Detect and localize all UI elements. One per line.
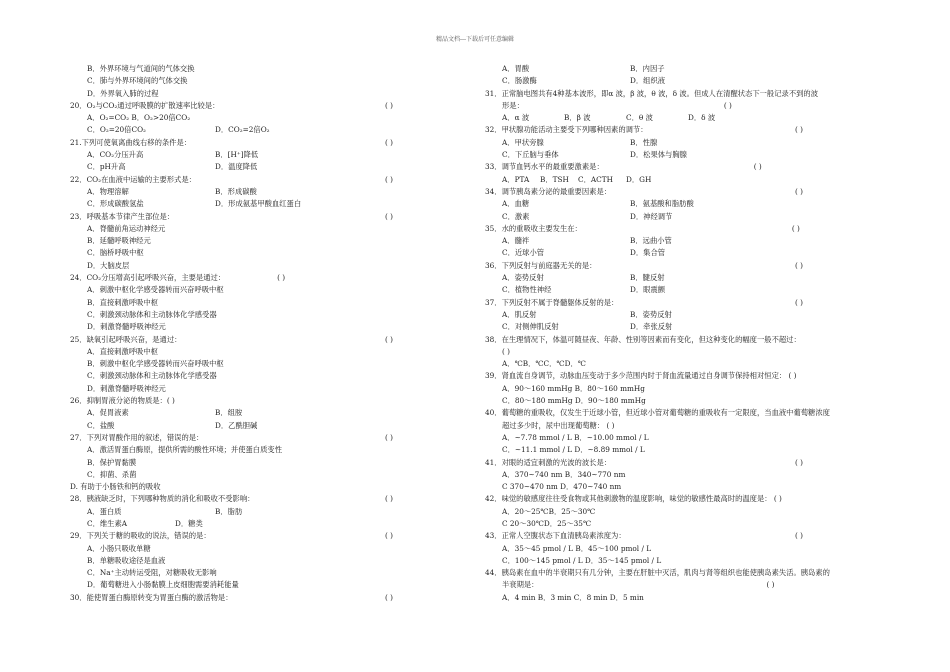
option-text: D．葡萄糖进入小肠黏膜上皮细胞需要消耗能量: [87, 580, 239, 590]
answer-blank: ( ): [385, 432, 394, 442]
option-text: A．小肠只吸收单糖: [87, 543, 151, 553]
option-text: A．370~740 nm B．340~770 nm: [502, 469, 626, 479]
option-line: [485, 383, 815, 395]
option-line: [70, 63, 400, 75]
question-line: [70, 174, 400, 186]
question-text: 22．CO₂在血液中运输的主要形式是：: [70, 174, 196, 184]
option-text: C．~11.1 mmol / L D．~8.89 mmol / L: [502, 445, 645, 455]
option-line: [485, 63, 815, 75]
option-text: C．刺激颈动脉体和主动脉体化学感受器: [87, 371, 217, 381]
option-line: [70, 346, 400, 358]
option-line: [485, 211, 815, 223]
option-line: [485, 321, 815, 333]
option-b: D．形成氨基甲酸血红蛋白: [215, 199, 302, 209]
left-column: [70, 63, 400, 604]
question-line: [485, 223, 815, 235]
question-line: [485, 260, 815, 272]
answer-blank: ( ): [385, 211, 394, 221]
answer-blank: ( ): [795, 260, 804, 270]
option-text: C．抑菌、杀菌: [87, 469, 137, 479]
option-line: [485, 432, 815, 444]
answer-blank: ( ): [795, 297, 804, 307]
question-text: 21.下列可使氧离曲线右移的条件是：: [70, 137, 192, 147]
answer-blank: ( ): [385, 137, 394, 147]
option-a: C．近球小管: [502, 248, 545, 258]
answer-blank: ( ): [791, 223, 800, 233]
answer-blank: ( ): [766, 580, 775, 590]
option-line: [70, 420, 400, 432]
option-line: [70, 235, 400, 247]
option-b: B．氨基酸和脂肪酸: [630, 199, 694, 209]
option-line: [70, 260, 400, 272]
question-text: 25．缺氧引起呼吸兴奋，是通过：: [70, 334, 182, 344]
option-line: [485, 555, 815, 567]
option-text: B．刺激中枢化学感受器转而兴奋呼吸中枢: [87, 359, 224, 369]
option-line: [485, 235, 815, 247]
question-text: 28．胰液缺乏时，下列哪种物质的消化和吸收不受影响：: [70, 494, 255, 504]
option-text: D．大脑皮层: [87, 260, 130, 270]
option-b: D．松果体与胸腺: [630, 150, 687, 160]
option-line: [485, 272, 815, 284]
option-text: A．刺激中枢化学感受器转而兴奋呼吸中枢: [87, 285, 224, 295]
question-text: 43．正常人空腹状态下血清胰岛素浓度为：: [485, 531, 626, 541]
option-text: A．35～45 pmol / L B．45～100 pmol / L: [502, 543, 652, 553]
option-text: C．80～180 mmHg D．90～180 mmHg: [502, 396, 646, 406]
option-a: C．pH升高: [87, 162, 126, 172]
option-text: A．4 min B．3 min C．8 min D．5 min: [502, 592, 644, 602]
option-c: C．θ 波: [626, 113, 653, 123]
option-b: D．神经调节: [630, 211, 673, 221]
question-line: [70, 395, 400, 407]
option-a: C．激素: [502, 211, 530, 221]
option-line: [70, 444, 400, 456]
option-text: 超过多少时，尿中出现葡萄糖： ( ): [502, 420, 615, 430]
option-text: C．刺激颈动脉体和主动脉体化学感受器: [87, 309, 217, 319]
option-line: [70, 112, 400, 124]
question-text: 42．味觉的敏感度往往受食物或其他刺激物的温度影响，味觉的敏感性最高时的温度是： ( ): [485, 494, 782, 504]
question-line: [485, 124, 815, 136]
question-text: 30．能使胃蛋白酶原转变为胃蛋白酶的激活物是：: [70, 592, 233, 602]
option-line: [485, 346, 815, 358]
option-line: [70, 247, 400, 259]
question-text: 32．甲状腺功能活动主要受下列哪种因素的调节：: [485, 125, 648, 135]
option-text: C 370~470 nm D．470~740 nm: [502, 482, 622, 492]
option-line: [70, 297, 400, 309]
option-a: C．对侧伸肌反射: [502, 322, 559, 332]
option-a: A．蛋白质: [87, 506, 122, 516]
option-b: B．腱反射: [630, 273, 665, 283]
answer-blank: ( ): [277, 273, 286, 283]
option-line: [485, 543, 815, 555]
answer-blank: ( ): [723, 100, 732, 110]
question-line: [485, 407, 830, 419]
option-line: [70, 506, 400, 518]
answer-blank: ( ): [385, 334, 394, 344]
question-line: [70, 334, 400, 346]
option-line: [70, 457, 400, 469]
option-line: [70, 481, 400, 493]
page-header: 精品文档---下载后可任意编辑: [435, 36, 515, 43]
option-text: C．脑桥呼吸中枢: [87, 248, 144, 258]
option-text: A．激活胃蛋白酶原，提供所需的酸性环境；并使蛋白质变性: [87, 445, 282, 455]
option-b: D．集合管: [630, 248, 666, 258]
option-line: [485, 592, 815, 604]
question-line: [70, 592, 400, 604]
option-line: [70, 186, 400, 198]
answer-blank: ( ): [385, 531, 394, 541]
option-line: [70, 161, 400, 173]
question-text: 38．在生理情况下，体温可随昼夜、年龄、性别等因素而有变化，但这种变化的幅度一般不超过：: [485, 334, 801, 344]
answer-blank: ( ): [795, 531, 804, 541]
question-text: 半衰期是：: [502, 580, 539, 590]
question-line: [70, 272, 400, 284]
option-line: [485, 469, 815, 481]
option-b: B．脂肪: [215, 506, 243, 516]
question-line: [70, 137, 400, 149]
option-line: [485, 358, 815, 370]
option-line: [485, 174, 815, 186]
option-line: [70, 383, 400, 395]
answer-blank: ( ): [385, 494, 394, 504]
option-a: A．α 波: [502, 113, 530, 123]
option-line: [70, 284, 400, 296]
right-column: [485, 63, 830, 604]
question-line: [485, 334, 815, 346]
option-text: A．~7.78 mmol / L B．~10.00 mmol / L: [502, 432, 649, 442]
option-text: A．O₂=CO₂ B．O₂>20倍CO₂: [87, 113, 191, 123]
option-b: D．温度降低: [215, 162, 258, 172]
option-line: [485, 444, 815, 456]
option-line: [70, 88, 400, 100]
question-line: [485, 493, 815, 505]
option-line: [70, 309, 400, 321]
option-a: A．髓袢: [502, 236, 530, 246]
option-text: C．100～145 pmol / L D．35～145 pmol / L: [502, 555, 662, 565]
option-a: A．血糖: [502, 199, 530, 209]
option-line: [70, 321, 400, 333]
option-line: [70, 407, 400, 419]
option-line: [485, 137, 815, 149]
option-a: C．肠激酶: [502, 76, 537, 86]
option-line: [70, 370, 400, 382]
option-line: [485, 309, 815, 321]
option-line: [485, 75, 815, 87]
option-line: [70, 469, 400, 481]
question-text: 44．胰岛素在血中的半衰期只有几分钟，主要在肝脏中灭活，肌肉与肾等组织也能使胰岛素失活。胰岛素的: [485, 568, 830, 578]
option-b: D．组织液: [630, 76, 666, 86]
question-line: [485, 530, 815, 542]
question-line: [485, 161, 815, 173]
option-line: [70, 543, 400, 555]
option-a: C．植物性神经: [502, 285, 552, 295]
option-line: [70, 567, 400, 579]
option-b: B．β 波: [564, 113, 591, 123]
question-text: 35．水的重吸收主要发生在：: [485, 223, 582, 233]
option-b: D．乙酰胆碱: [215, 420, 258, 430]
option-a: A．甲状旁腺: [502, 137, 544, 147]
option-b: D．CO₂=2倍O₂: [215, 125, 270, 135]
answer-blank: ( ): [795, 186, 804, 196]
question-line: [485, 567, 830, 579]
answer-blank: ( ): [385, 100, 394, 110]
option-b: B．[H⁺]降低: [215, 150, 259, 160]
option-line: [70, 555, 400, 567]
option-a: C．盐酸: [87, 420, 115, 430]
question-line: [485, 297, 815, 309]
question-text: 27．下列对胃酸作用的叙述，错误的是：: [70, 432, 204, 442]
question-text: 37．下列反射不属于脊髓躯体反射的是：: [485, 297, 619, 307]
option-b: B．TSH: [540, 174, 569, 184]
option-a: A．物理溶解: [87, 186, 129, 196]
option-line: [70, 124, 400, 136]
question-text: 31．正常脑电图共有4种基本波形，即α 波，β 波，θ 波，δ 波。但成人在清醒状态下一般记录不到的波: [485, 88, 819, 98]
option-b: B．性腺: [630, 137, 658, 147]
option-text: C．Na⁺主动转运受阻，对糖吸收无影响: [87, 568, 217, 578]
question-line: [485, 100, 815, 112]
option-text: D．刺激脊髓呼吸神经元: [87, 322, 166, 332]
option-text: ( ): [502, 346, 511, 356]
question-text: 40．葡萄糖的重吸收，仅发生于近球小管，但近球小管对葡萄糖的重吸收有一定限度，当血液中葡萄糖浓度: [485, 408, 830, 418]
option-d: D．δ 波: [688, 113, 716, 123]
option-line: [485, 395, 815, 407]
option-a: C．O₂=20倍CO₂: [87, 125, 146, 135]
option-a: A．姿势反射: [502, 273, 544, 283]
option-line: [70, 579, 400, 591]
question-text: 26．抑制胃液分泌的物质是：( ): [70, 396, 175, 406]
option-a: C．下丘脑与垂体: [502, 150, 559, 160]
question-text: 34．调节胰岛素分泌的最重要因素是：: [485, 186, 612, 196]
option-line: [70, 198, 400, 210]
question-text: 24．CO₂分压增高引起呼吸兴奋，主要是通过：: [70, 273, 226, 283]
option-text: B．延髓呼吸神经元: [87, 236, 151, 246]
question-text: 23．呼吸基本节律产生部位是：: [70, 211, 175, 221]
answer-blank: ( ): [385, 592, 394, 602]
option-text: A．脊髓前角运动神经元: [87, 223, 166, 233]
option-a: A．肌反射: [502, 309, 537, 319]
option-line: [485, 149, 815, 161]
option-text: C．肺与外界环境间的气体交换: [87, 76, 188, 86]
option-line: [485, 112, 815, 124]
option-d: D．GH: [626, 174, 652, 184]
question-line: [485, 457, 815, 469]
question-line: [485, 186, 815, 198]
question-line: [70, 432, 400, 444]
option-c: C．ACTH: [578, 174, 613, 184]
question-text: 20．O₂与CO₂通过呼吸膜的扩散速率比较是：: [70, 100, 220, 110]
option-b: B．形成碳酸: [215, 186, 257, 196]
option-a: A．促胃液素: [87, 408, 129, 418]
option-line: [485, 284, 815, 296]
option-line: [485, 506, 815, 518]
option-line: [70, 518, 400, 530]
option-text: B．外界环境与气道间的气体交换: [87, 64, 195, 73]
question-text: 36．下列反射与前庭器无关的是：: [485, 260, 597, 270]
option-text: B．保护胃黏膜: [87, 457, 137, 467]
answer-blank: ( ): [795, 125, 804, 135]
option-b: D．糖类: [175, 518, 203, 528]
option-line: [70, 149, 400, 161]
option-a: A．胃酸: [502, 64, 530, 73]
option-line: [70, 75, 400, 87]
question-line: [70, 100, 400, 112]
option-text: B．直接刺激呼吸中枢: [87, 297, 159, 307]
option-line: [485, 247, 815, 259]
option-b: B．姿势反射: [630, 309, 672, 319]
option-text: A．90～160 mmHg B．80～160 mmHg: [502, 383, 645, 393]
question-line: [485, 88, 819, 100]
option-a: C．维生素A: [87, 518, 128, 528]
question-text: 29．下列关于糖的吸收的说法，错误的是：: [70, 531, 211, 541]
option-b: D．眼震颤: [630, 285, 666, 295]
answer-blank: ( ): [795, 457, 804, 467]
option-line: [485, 481, 815, 493]
option-line: [485, 518, 815, 530]
option-line: [485, 420, 815, 432]
answer-blank: ( ): [385, 174, 394, 184]
option-a: A．CO₂分压升高: [87, 150, 144, 160]
question-line: [70, 530, 400, 542]
question-text: 39．肾血流自身调节，动脉血压变动于多少范围内时于肾血流量通过自身调节保持相对恒定： ( ): [485, 371, 797, 381]
answer-blank: ( ): [753, 162, 762, 172]
question-line: [485, 579, 815, 591]
option-text: A．20～25℃B．25～30℃: [502, 506, 596, 516]
question-text: 41．对眼的适宜刺激的光波的波长是：: [485, 457, 612, 467]
option-text: D. 有助于小肠铁和钙的吸收: [70, 482, 161, 492]
option-line: [70, 358, 400, 370]
option-a: C．形成碳酸氢盐: [87, 199, 144, 209]
question-line: [70, 493, 400, 505]
option-text: C 20～30℃D．25～35℃: [502, 518, 592, 528]
option-a: A．PTA: [502, 174, 530, 184]
option-text: D．刺激脊髓呼吸神经元: [87, 383, 166, 393]
question-text: 形是：: [502, 100, 524, 110]
option-b: B．远曲小管: [630, 236, 672, 246]
option-b: B．内因子: [630, 64, 665, 73]
option-text: A．℃B．℃C．℃D．℃: [502, 359, 586, 369]
option-text: B．单糖吸收途径是血液: [87, 555, 166, 565]
option-text: D．外界氧入肺的过程: [87, 88, 159, 98]
option-b: B．组胺: [215, 408, 243, 418]
question-line: [70, 211, 400, 223]
option-line: [485, 198, 815, 210]
option-line: [70, 223, 400, 235]
question-text: 33．调节血钙水平的最重要激素是：: [485, 162, 604, 172]
option-text: A．直接刺激呼吸中枢: [87, 346, 158, 356]
option-b: D．牵张反射: [630, 322, 673, 332]
question-line: [485, 370, 815, 382]
